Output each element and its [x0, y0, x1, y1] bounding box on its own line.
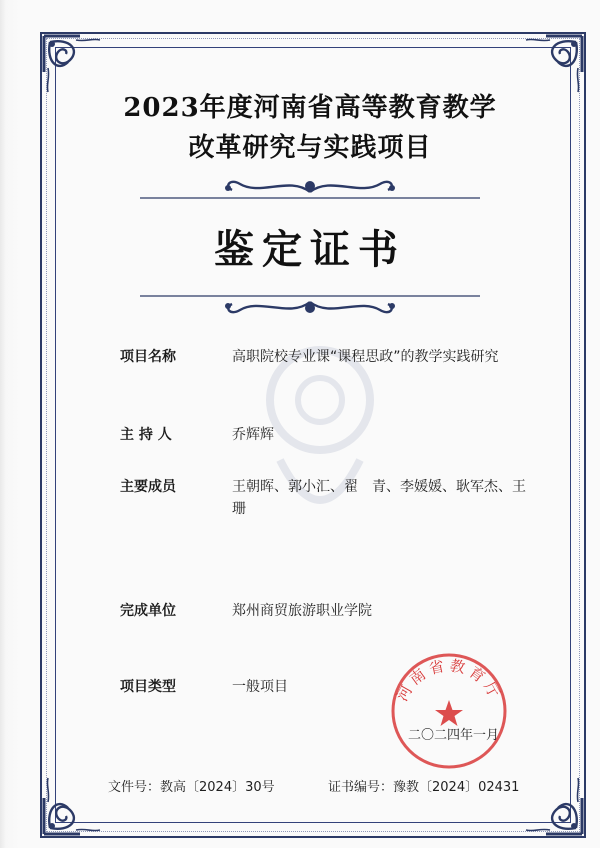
official-seal: [388, 650, 510, 772]
issue-date: 二〇二四年一月: [408, 728, 500, 743]
document-number: 文件号：教高〔2024〕30号: [108, 780, 275, 795]
seal-text: 河南省教育厅: [392, 656, 506, 705]
title-line-2: 改革研究与实践项目: [188, 133, 432, 163]
corner-ornament-bottom-left: [40, 768, 110, 838]
certificate-number: 证书编号：豫教〔2024〕02431: [328, 780, 520, 795]
field-label: 项目类型: [120, 679, 176, 695]
field-label: 主 持 人: [120, 427, 172, 443]
field-label: 主要成员: [120, 479, 176, 495]
divider-bottom: [140, 290, 480, 320]
field-value: 郑州商贸旅游职业学院: [232, 603, 372, 619]
field-value: 高职院校专业课“课程思政”的教学实践研究: [232, 349, 499, 365]
corner-ornament-bottom-right: [516, 768, 586, 838]
field-label: 项目名称: [120, 349, 176, 365]
certificate-heading: 鉴定证书: [214, 226, 406, 273]
field-value: 乔辉辉: [232, 427, 274, 443]
field-label: 完成单位: [120, 603, 176, 619]
field-value: 一般项目: [232, 679, 288, 695]
svg-text:河南省教育厅: [393, 656, 505, 704]
divider-top: [140, 174, 480, 204]
field-value: 王朝晖、郭小汇、翟 青、李媛媛、耿军杰、王 珊: [232, 479, 540, 517]
certificate-title: [80, 88, 540, 168]
title-line-1: 2023年度河南省高等教育教学: [123, 93, 497, 123]
